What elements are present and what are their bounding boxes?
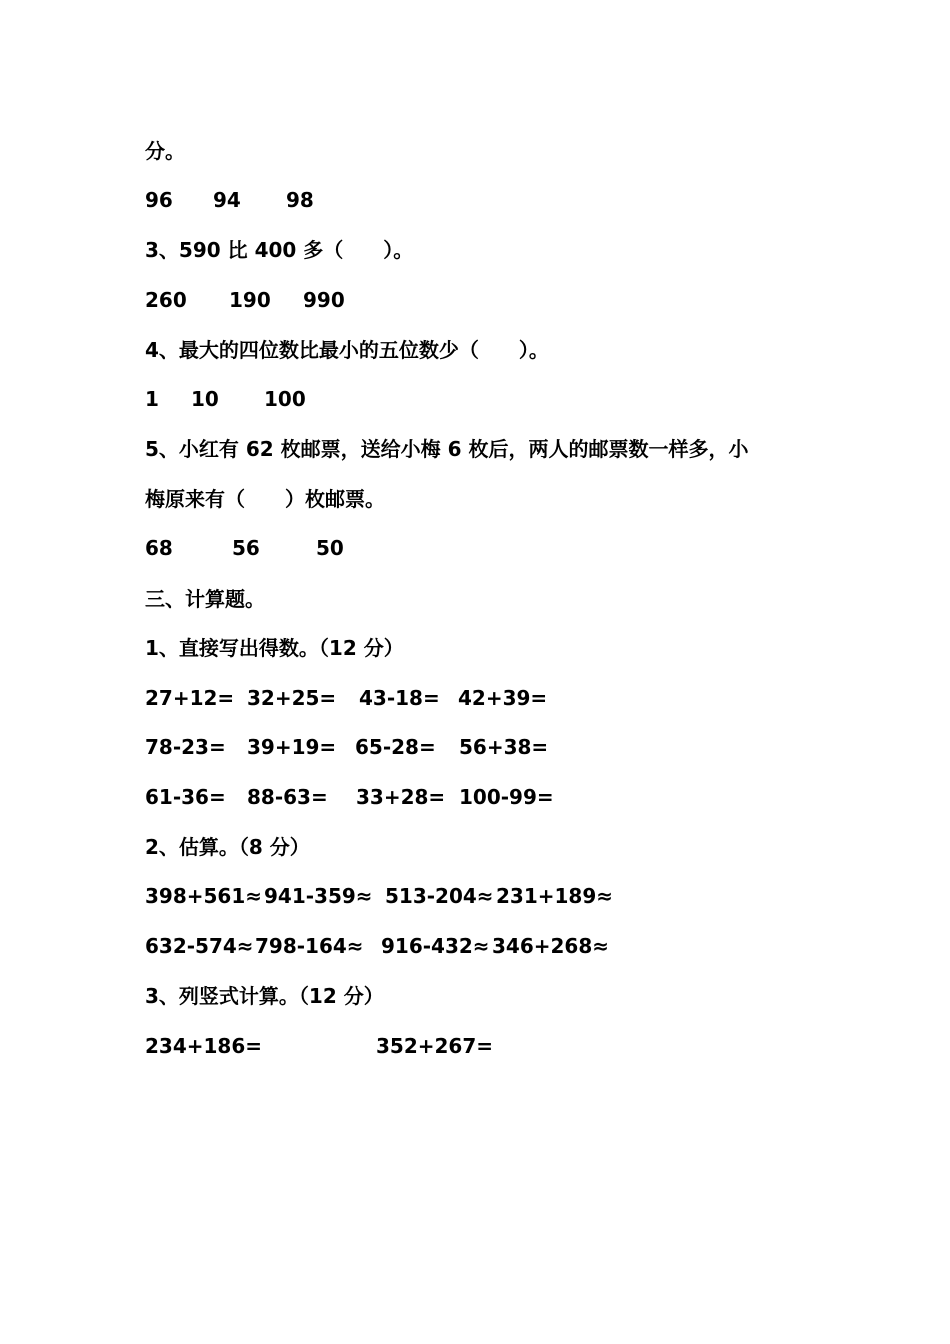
- vertical-calc-item: 234+186=: [145, 1034, 263, 1058]
- q2-option-3: 98: [286, 188, 314, 212]
- part-3-title: 3、列竖式计算。（12 分）: [145, 984, 384, 1008]
- q3-option-3: 990: [303, 288, 345, 312]
- estimate-item: 346+268≈: [492, 934, 610, 958]
- calc-item: 61-36=: [145, 785, 226, 809]
- calc-item: 56+38=: [459, 735, 549, 759]
- estimate-item: 941-359≈: [264, 884, 373, 908]
- q4-question: 4、最大的四位数比最小的五位数少（ ）。: [145, 338, 549, 362]
- q4-option-2: 10: [191, 387, 219, 411]
- calc-item: 27+12=: [145, 686, 235, 710]
- part-1-title: 1、直接写出得数。（12 分）: [145, 636, 404, 660]
- q5-option-2: 56: [232, 536, 260, 560]
- calc-item: 33+28=: [356, 785, 446, 809]
- estimate-item: 632-574≈: [145, 934, 254, 958]
- q3-question: 3、590 比 400 多（ ）。: [145, 238, 414, 262]
- calc-item: 65-28=: [355, 735, 436, 759]
- q3-option-2: 190: [229, 288, 271, 312]
- calc-item: 88-63=: [247, 785, 328, 809]
- q5-question-line-1: 5、小红有 62 枚邮票，送给小梅 6 枚后，两人的邮票数一样多，小: [145, 437, 749, 461]
- estimate-item: 916-432≈: [381, 934, 490, 958]
- q2-option-1: 96: [145, 188, 173, 212]
- q4-option-1: 1: [145, 387, 159, 411]
- q4-option-3: 100: [264, 387, 306, 411]
- q3-option-1: 260: [145, 288, 187, 312]
- q5-question-line-2: 梅原来有（ ）枚邮票。: [145, 487, 385, 511]
- calc-item: 39+19=: [247, 735, 337, 759]
- calc-item: 43-18=: [359, 686, 440, 710]
- q5-option-3: 50: [316, 536, 344, 560]
- q2-option-2: 94: [213, 188, 241, 212]
- estimate-item: 513-204≈: [385, 884, 494, 908]
- vertical-calc-item: 352+267=: [376, 1034, 494, 1058]
- calc-item: 100-99=: [459, 785, 554, 809]
- calc-item: 78-23=: [145, 735, 226, 759]
- q5-option-1: 68: [145, 536, 173, 560]
- question-tail: 分。: [145, 139, 185, 163]
- estimate-item: 798-164≈: [255, 934, 364, 958]
- calc-item: 42+39=: [458, 686, 548, 710]
- estimate-item: 231+189≈: [496, 884, 614, 908]
- section-3-title: 三、计算题。: [145, 587, 265, 611]
- part-2-title: 2、估算。（8 分）: [145, 835, 310, 859]
- calc-item: 32+25=: [247, 686, 337, 710]
- estimate-item: 398+561≈: [145, 884, 263, 908]
